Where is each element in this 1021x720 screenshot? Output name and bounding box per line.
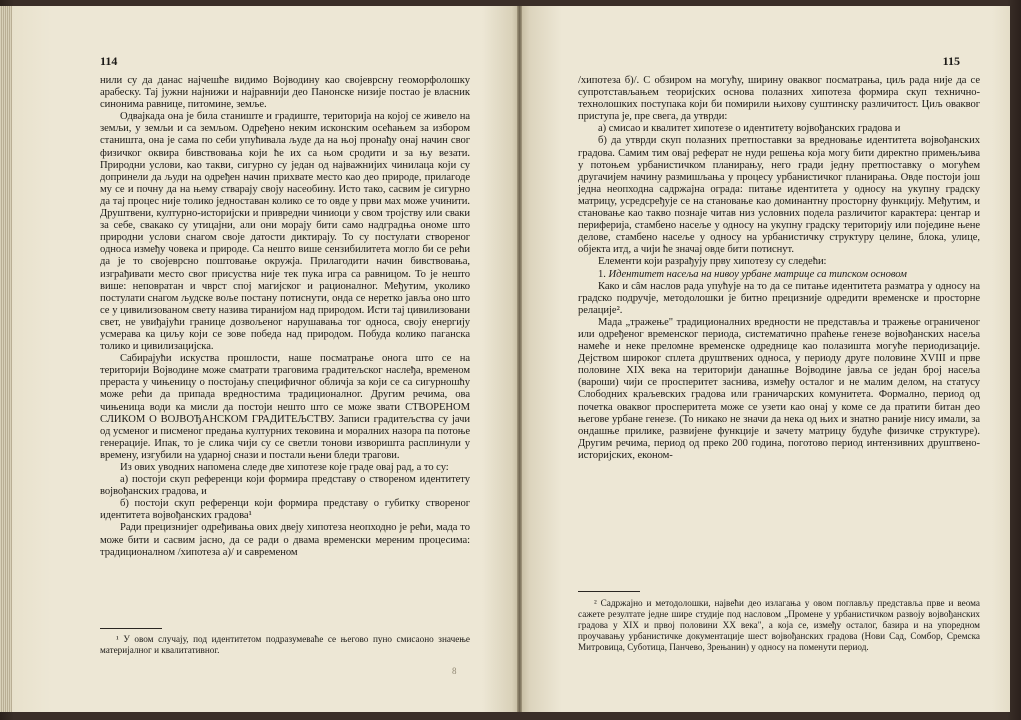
- goal-b: б) да утврди скуп полазних претпоставки за вредновање идентитета војвођанских градова. Самим тим овај реферат не нуди решења која могу бити директно примењљива у потоњем урбанистичком планирању, него гради једну претпоставку о могућем другачијем начину размишљања у процесу урбанистичког планирања. Овде постоји још једна неопходна садржајна ограда: питање идентитета у односу на укупну градску матрицу, усредсређује се на становање као доминантну просторну функцију. Међутим, и становање као такво познаје читав низ условних подела различитог карактера: центар и периферија, стамбено насеље у односу на укупну градску територију или поједине њене делове, стамбено насеље у односу на урбанистичку структуру целине, блока, улице, објекта итд, а чији ће значај овде бити потиснут.: [578, 135, 980, 256]
- paragraph: Сабирајући искуства прошлости, наше посматрање онога што се на територији Војводине може сматрати траговима градитељског наслеђа, временом прераста у чињеницу о постојању специфичног обличја за који се са сигурношћу може рећи да припада вредностима традиционалног. Другим речима, ова чињеница води ка мисли да постоји нешто што се може звати СТВОРЕНОМ СЛИКОМ О ВОЈВОЂАНСКОМ ГРАДИТЕЉСТВУ. Записи градитељства су јачи од усменог и писменог предања културних тековина и моралних назора па потоње генерације. Ипак, то је слика чији су се светли тонови изворишта расплинули у времену, изгубили на ударној снази и постали њени бледи трагови.: [100, 353, 470, 461]
- right-page: [522, 6, 1010, 712]
- footnote-text: ¹ У овом случају, под идентитетом подразумеваће се његово пуно смисаоно значење материјалног и квалитативног.: [100, 634, 470, 655]
- section-number: 1.: [598, 268, 606, 280]
- paragraph: /хипотеза б)/. С обзиром на могућу, ширину оваквог посматрања, циљ рада није да се супротстављањем теоријских основа полазних хипотеза формира скуп технично-технолошких поступака који би помирили њихову суштинску различитост. Циљ оваквог приступа је, пре свега, да утврди:: [578, 75, 980, 123]
- paragraph: Из ових уводних напомена следе две хипотезе које граде овај рад, а то су:: [120, 462, 449, 473]
- paragraph: Мада „тражење" традиционалних вредности не представља и тражење ограниченог или одређеног временског периода, систематично праћење генезе војвођанских насеља намеће и неке преломне временске одреднице као полазишта могуће периодизације. Дејством широког сплета друштвених односа, у периоду друге половине XVIII и прве половине XIX века на територији данашње Војводине јавља се један број насеља (вароши) чији се просперитет заснива, између осталог и не малим делом, на статусу Слободних краљевских градова или граничарских комунитета. Формално, период од почетка оваквог просперитета може се узети као онај у коме се да пратити битан део његове урбане генезе. (То никако не значи да нека од њих и знатно раније нису имали, за ондашње прилике, развијене функције и зачету матрицу будуће физичке структуре). Другим речима, период од преко 200 година, поготово период интензивних друштвено-историјских, економ-: [578, 316, 980, 461]
- page-number: 115: [942, 54, 960, 68]
- page-number: 114: [100, 54, 118, 68]
- folio-mark: 8: [452, 666, 457, 676]
- section-heading: [578, 269, 980, 281]
- footnote: [578, 598, 980, 653]
- footnote-text: ² Садржајно и методолошки, највећи део излагања у овом поглављу представља прве и веома сажете резултате једне шире студије под насловом „Промене у урбанистичком развоју војвођанских градова у XIX и првој половини XX века", а која се, између осталог, базира и на упоредном проучавању урбанистичке документације шест војвођанских градова (Нови Сад, Сомбор, Сремска Митровица, Суботица, Панчево, Зрењанин) у односу на поменути период.: [578, 598, 980, 652]
- paragraph: нили су да данас најчешће видимо Војводину као својеврсну геоморфолошку арабеску. Тај јужни најнижи и најравнији део Панонске низије постао је власник синонима равнице, питомине, земље.: [100, 75, 470, 111]
- section-title: Идентитет насеља на нивоу урбане матрице са типском основом: [608, 268, 907, 280]
- paragraph: Одвајкада она је била станиште и градиште, територија на којој се живело на земљи, у земљи и са земљом. Одређено неким исконским осећањем за избором станишта, она је сама по себи упућивала људе да на њој пронађу онај начин свог физичког оквира бивствовања који ће их са њом сродити и за њу везати. Природни услови, као такви, сигурно су један од најважнијих чинилаца који су допринели да људи на одређен начин прихвате место као део природе, прилагоде му се и почну да на њему стварају своју насеобину. Исто тако, сасвим је сигурно да тај процес није толико једноставан колико се то овде у први мах може учинити. Друштвени, културно-историјски и привредни чиниоци у свом тројству или сваки за себе, свакако су утицајни, али они морају бити само надградња ономе што природни услови снагом своје датости диктирају. То су постулати створеног односа између човека и природе. Са нешто више сензибилитета могло би се рећи да је то својеврсно поштовање окружја. Прилагодити начин бивствовања, изграђивати место свог присуства није тек пука игра са равницом. То је нешто више: неповратан и чврст спој магијског и рационалног. Међутим, уколико постулати снагом људске воље постану потиснути, онда се неретко јавља оно што се у цивилизованом свету назива тиранијом над природом. Исти тај цивилизовани свет, не увиђајући границе дозвољеног нарушавања тог односа, своју енергију усмерава ка циљу који се зове победа над природом. Побуда колико паганска толико и цивилизацијска.: [100, 111, 470, 353]
- paragraph: Како и сâм наслов рада упућује на то да се питање идентитета разматра у односу на градско подручје, методолошки је битно прецизније одредити временске и просторне релације².: [578, 280, 980, 316]
- right-page-body: [578, 75, 980, 462]
- footnote-rule: [100, 628, 162, 629]
- goal-a: а) смисао и квалитет хипотезе о идентитету војвођанских градова и: [598, 123, 901, 135]
- hypothesis-b: б) постоји скуп референци који формира представу о губитку створеног идентитета војвођанских градова¹: [100, 498, 470, 522]
- page-stack-edge: [0, 6, 12, 712]
- left-page: [12, 6, 517, 712]
- paragraph: Ради прецизнијег одређивања ових двеју хипотеза неопходно је рећи, мада то може бити и сасвим јасно, да се ради о двама временски мереним процесима: традиционалном /хипотеза а)/ и савременом: [100, 522, 470, 558]
- left-page-body: [100, 75, 470, 559]
- paragraph: Елементи који разрађују прву хипотезу су следећи:: [598, 256, 827, 268]
- footnote: [100, 634, 470, 656]
- footnote-rule: [578, 591, 640, 592]
- hypothesis-a: а) постоји скуп референци који формира представу о створеном идентитету војвођанских градова, и: [100, 474, 470, 498]
